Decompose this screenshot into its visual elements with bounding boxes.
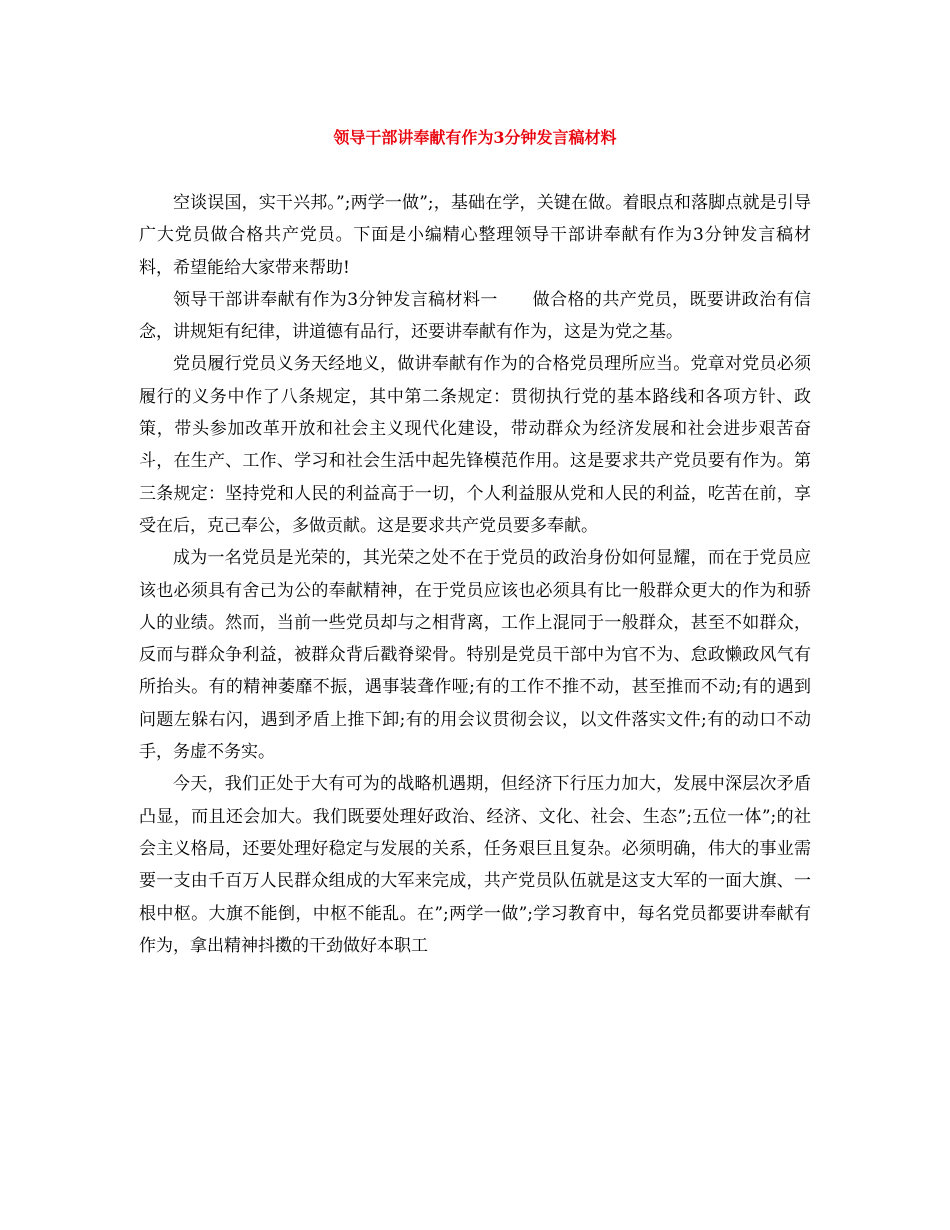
document-body (139, 187, 811, 962)
paragraph: 空谈误国，实干兴邦。”;两学一做”;，基础在学，关键在做。着眼点和落脚点就是引导广大党员做合格共产党员。下面是小编精心整理领导干部讲奉献有作为3分钟发言稿材料，希望能给大家带来帮助! (139, 193, 811, 278)
document-title: 领导干部讲奉献有作为3分钟发言稿材料 (333, 128, 617, 147)
paragraph: 成为一名党员是光荣的，其光荣之处不在于党员的政治身份如何显耀，而在于党员应该也必须具有舍己为公的奉献精神，在于党员应该也必须具有比一般群众更大的作为和骄人的业绩。然而，当前一些党员却与之相背离，工作上混同于一般群众，甚至不如群众，反而与群众争利益，被群众背后戳脊梁骨。特别是党员干部中为官不为、怠政懒政风气有所抬头。有的精神萎靡不振，遇事装聋作哑;有的工作不推不动，甚至推而不动;有的遇到问题左躲右闪，遇到矛盾上推下卸;有的用会议贯彻会议，以文件落实文件;有的动口不动手，务虚不务实。 (139, 548, 811, 763)
paragraph: 党员履行党员义务天经地义，做讲奉献有作为的合格党员理所应当。党章对党员必须履行的义务中作了八条规定，其中第二条规定：贯彻执行党的基本路线和各项方针、政策，带头参加改革开放和社会主义现代化建设，带动群众为经济发展和社会进步艰苦奋斗，在生产、工作、学习和社会生活中起先锋模范作用。这是要求共产党员要有作为。第三条规定：坚持党和人民的利益高于一切，个人利益服从党和人民的利益，吃苦在前，享受在后，克己奉公，多做贡献。这是要求共产党员要多奉献。 (139, 354, 811, 536)
paragraph: 领导干部讲奉献有作为3分钟发言稿材料一 做合格的共产党员，既要讲政治有信念，讲规矩有纪律，讲道德有品行，还要讲奉献有作为，这是为党之基。 (139, 289, 811, 343)
paragraph: 今天，我们正处于大有可为的战略机遇期，但经济下行压力加大，发展中深层次矛盾凸显，而且还会加大。我们既要处理好政治、经济、文化、社会、生态”;五位一体”;的社会主义格局，还要处理好稳定与发展的关系，任务艰巨且复杂。必须明确，伟大的事业需要一支由千百万人民群众组成的大军来完成，共产党员队伍就是这支大军的一面大旗、一根中枢。大旗不能倒，中枢不能乱。在”;两学一做”;学习教育中，每名党员都要讲奉献有作为，拿出精神抖擞的干劲做好本职工 (139, 774, 811, 956)
